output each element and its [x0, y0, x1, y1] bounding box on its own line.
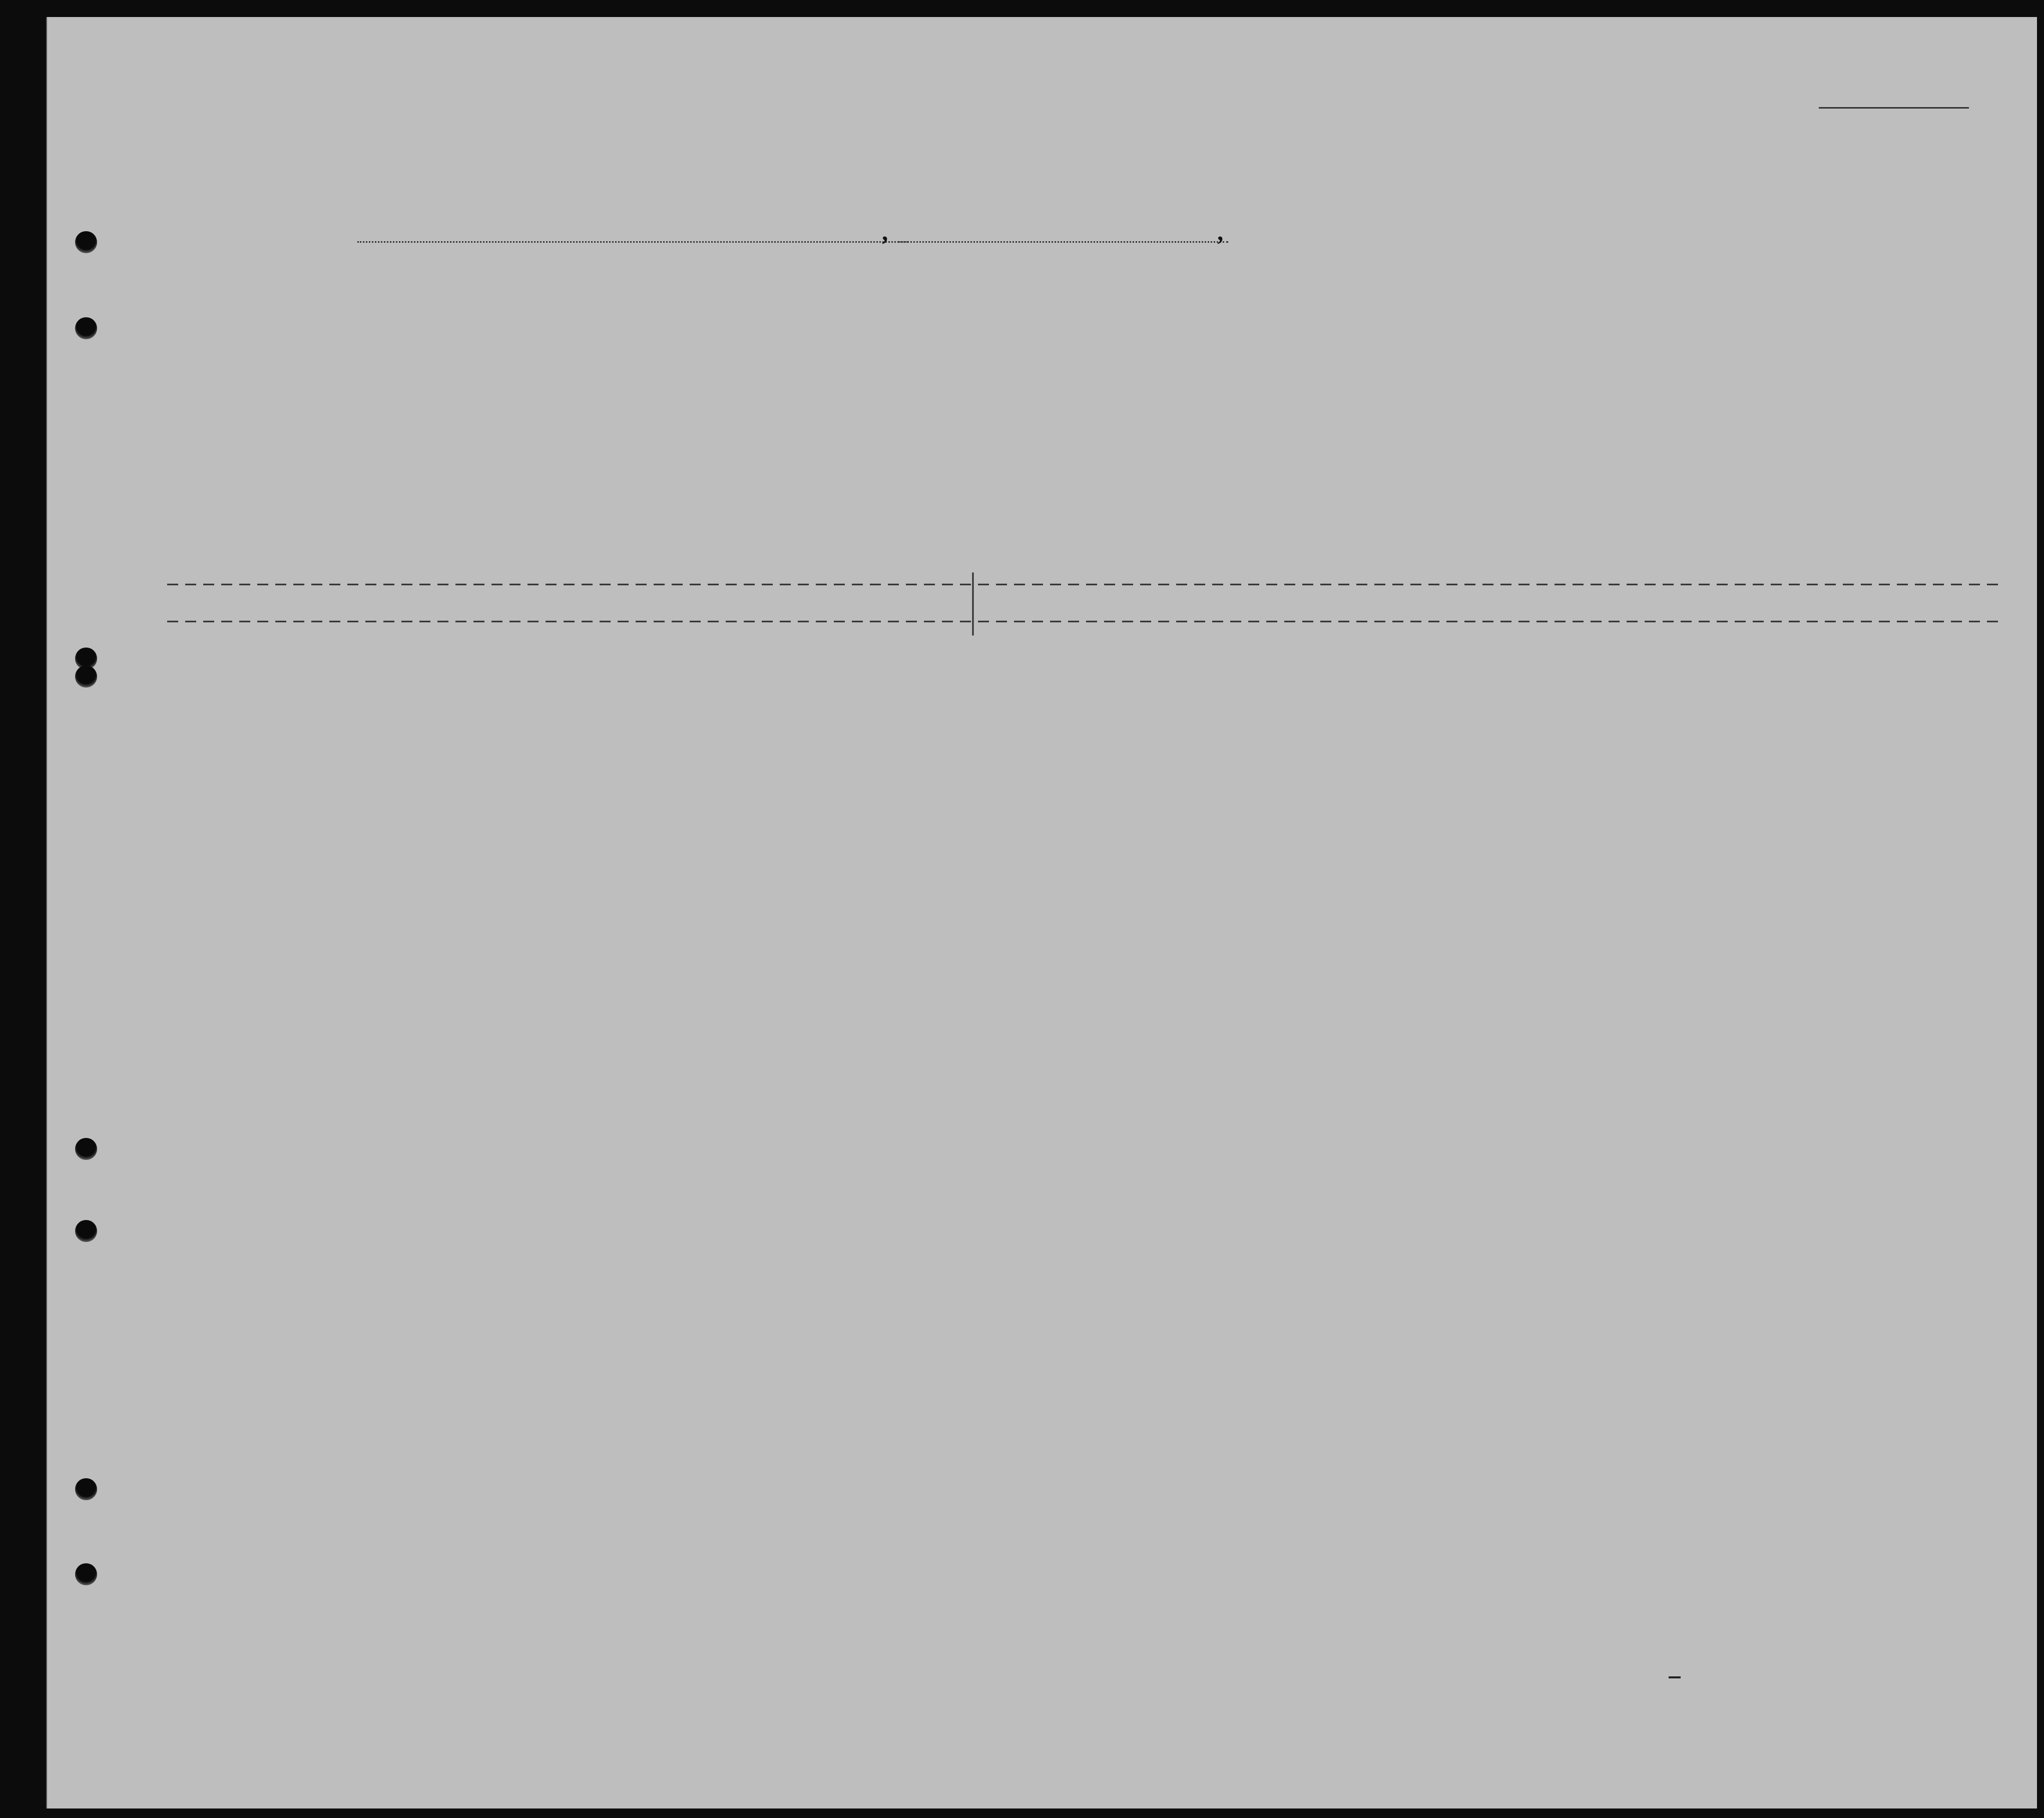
comma-2: , — [1218, 218, 1225, 246]
binder-hole — [75, 1138, 97, 1160]
binder-hole — [75, 1220, 97, 1242]
manifest-sheet — [46, 17, 2037, 1808]
dash-marks — [47, 17, 2037, 1808]
binder-hole — [75, 1563, 97, 1585]
comma-1: , — [883, 218, 889, 246]
binder-hole — [75, 1478, 97, 1500]
binder-hole — [75, 231, 97, 253]
tick-mark — [1669, 1676, 1681, 1681]
binder-hole — [75, 666, 97, 688]
binder-hole — [75, 317, 97, 339]
